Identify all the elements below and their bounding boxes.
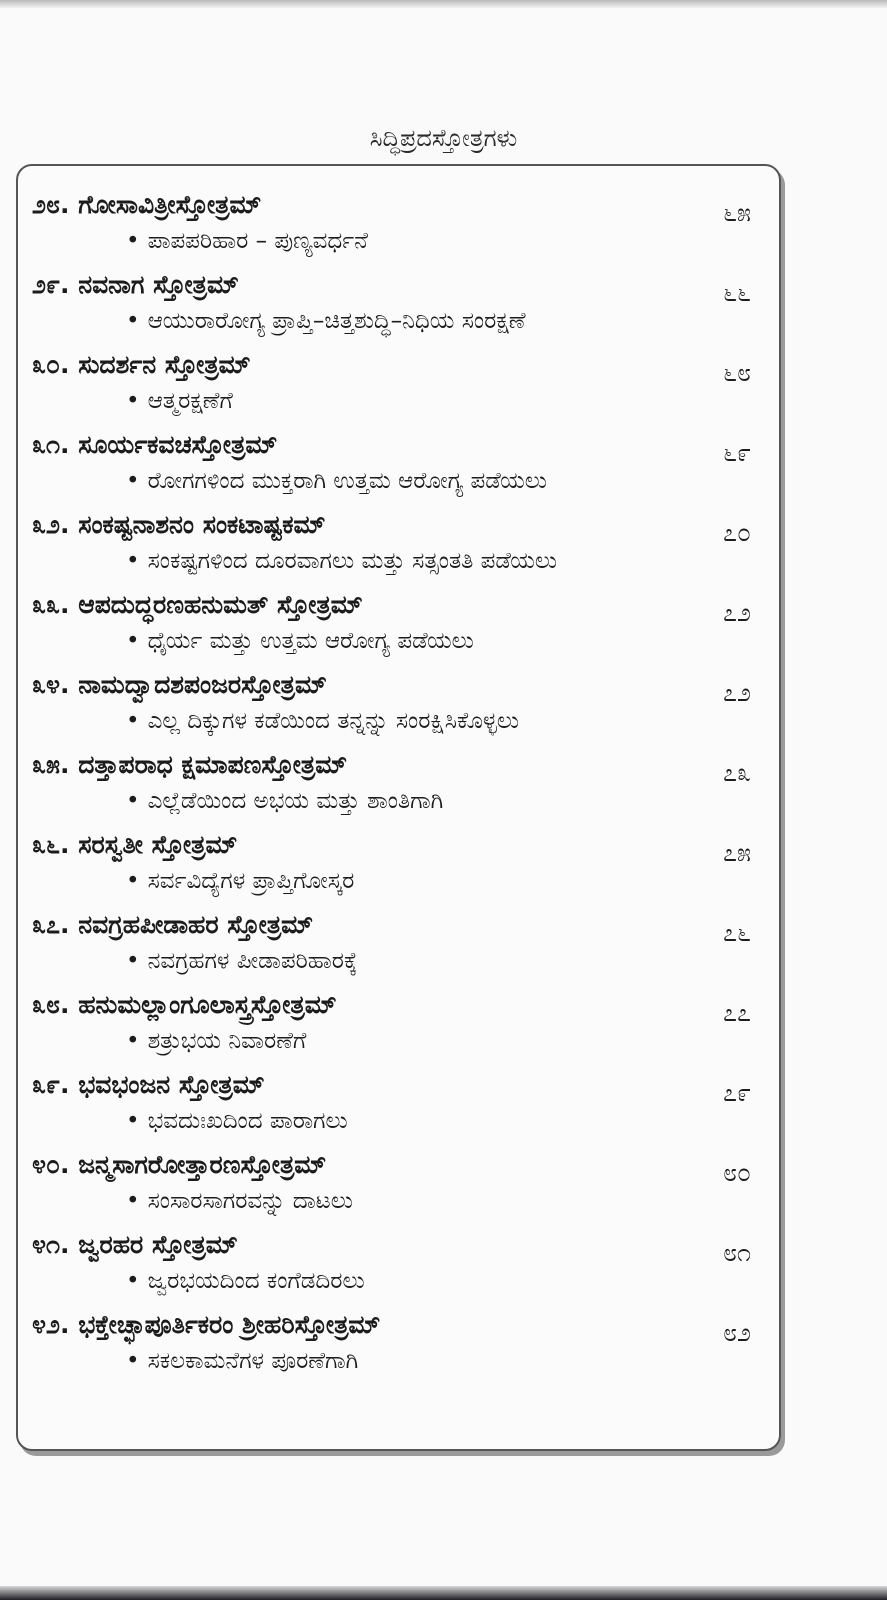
entry-page-number: ೬೬ (722, 278, 751, 307)
entry-description (126, 1348, 358, 1374)
entry-description (126, 388, 233, 414)
entry-description (126, 1188, 353, 1214)
entry-description (126, 548, 557, 574)
entry-title: ೩೦. ಸುದರ್ಶನ ಸ್ತೋತ್ರಮ್ (32, 350, 251, 379)
entry-description-text: ಜ್ವರಭಯದಿಂದ ಕಂಗೆಡದಿರಲು (147, 1268, 365, 1294)
toc-entry (18, 1062, 779, 1142)
toc-entry (18, 1142, 779, 1222)
entry-description-text: ಸಂಕಷ್ಟಗಳಿಂದ ದೂರವಾಗಲು ಮತ್ತು ಸತ್ಸಂತತಿ ಪಡೆಯಲು (147, 548, 558, 574)
entry-page-number: ೮೨ (722, 1318, 751, 1347)
entry-description-text: ಆಯುರಾರೋಗ್ಯ ಪ್ರಾಪ್ತಿ–ಚಿತ್ತಶುದ್ಧಿ–ನಿಧಿಯ ಸಂರಕ್ಷಣೆ (147, 308, 526, 334)
entry-title: ೨೯. ನವನಾಗ ಸ್ತೋತ್ರಮ್ (32, 270, 239, 299)
entry-description (126, 1028, 306, 1054)
bullet-icon: • (126, 308, 140, 334)
toc-entry (18, 582, 779, 662)
toc-entry (18, 902, 779, 982)
bullet-icon: • (126, 548, 140, 574)
entry-page-number: ೭೨ (722, 598, 751, 627)
entry-page-number: ೭೨ (722, 678, 751, 707)
toc-entry (18, 742, 779, 822)
bullet-icon: • (126, 1348, 140, 1374)
toc-entry (18, 182, 779, 262)
entry-description-text: ಸಂಸಾರಸಾಗರವನ್ನು ದಾಟಲು (147, 1188, 353, 1214)
entry-page-number: ೮೧ (722, 1238, 751, 1267)
entry-page-number: ೭೬ (722, 918, 751, 947)
entry-description-text: ಸರ್ವವಿದ್ಯೆಗಳ ಪ್ರಾಪ್ತಿಗೋಸ್ಕರ (147, 868, 355, 894)
entry-page-number: ೭೫ (722, 838, 751, 867)
entry-description (126, 228, 368, 254)
bullet-icon: • (126, 388, 140, 414)
entry-description-text: ಸಕಲಕಾಮನೆಗಳ ಪೂರಣೆಗಾಗಿ (147, 1348, 359, 1374)
entry-description (126, 868, 354, 894)
entry-title: ೪೨. ಭಕ್ತೇಚ್ಛಾಪೂರ್ತಿಕರಂ ಶ್ರೀಹರಿಸ್ತೋತ್ರಮ್ (32, 1310, 381, 1339)
entry-title: ೪೧. ಜ್ವರಹರ ಸ್ತೋತ್ರಮ್ (32, 1230, 238, 1259)
table-of-contents (16, 164, 781, 1451)
entry-page-number: ೬೯ (722, 438, 751, 467)
toc-entry (18, 662, 779, 742)
page-title: ಸಿದ್ಧಿಪ್ರದಸ್ತೋತ್ರಗಳು (369, 124, 518, 152)
bullet-icon: • (126, 468, 140, 494)
toc-entry (18, 262, 779, 342)
entry-description (126, 308, 526, 334)
bullet-icon: • (126, 868, 140, 894)
toc-entry (18, 502, 779, 582)
bullet-icon: • (126, 1268, 140, 1294)
entry-page-number: ೭೩ (722, 758, 751, 787)
entry-description-text: ಶತ್ರುಭಯ ನಿವಾರಣೆಗೆ (147, 1028, 307, 1054)
entry-description (126, 948, 357, 974)
entry-description-text: ನವಗ್ರಹಗಳ ಪೀಡಾಪರಿಹಾರಕ್ಕೆ (147, 948, 358, 974)
entry-description-text: ಭವದುಃಖದಿಂದ ಪಾರಾಗಲು (147, 1108, 348, 1134)
bullet-icon: • (126, 1188, 140, 1214)
entry-description (126, 628, 474, 654)
entry-title: ೩೪. ನಾಮದ್ವಾದಶಪಂಜರಸ್ತೋತ್ರಮ್ (32, 670, 327, 699)
entry-description-text: ರೋಗಗಳಿಂದ ಮುಕ್ತರಾಗಿ ಉತ್ತಮ ಆರೋಗ್ಯ ಪಡೆಯಲು (147, 468, 547, 494)
entry-page-number: ೭೯ (722, 1078, 751, 1107)
entry-title: ೩೬. ಸರಸ್ವತೀ ಸ್ತೋತ್ರಮ್ (32, 830, 238, 859)
entry-title: ೪೦. ಜನ್ಮಸಾಗರೋತ್ತಾರಣಸ್ತೋತ್ರಮ್ (32, 1150, 327, 1179)
toc-entry (18, 822, 779, 902)
entry-description-text: ಪಾಪಪರಿಹಾರ – ಪುಣ್ಯವರ್ಧನೆ (147, 228, 368, 254)
entry-description (126, 468, 547, 494)
entry-page-number: ೮೦ (722, 1158, 751, 1187)
bullet-icon: • (126, 1108, 140, 1134)
toc-entry (18, 1302, 779, 1382)
page-bottom-edge (0, 1586, 887, 1600)
bullet-icon: • (126, 948, 140, 974)
entry-description (126, 1108, 348, 1134)
entry-title: ೩೮. ಹನುಮಲ್ಲಾಂಗೂಲಾಸ್ತ್ರಸ್ತೋತ್ರಮ್ (32, 990, 337, 1019)
toc-entry (18, 342, 779, 422)
bullet-icon: • (126, 228, 140, 254)
page-top-edge (0, 0, 887, 8)
entry-description-text: ಧೈರ್ಯ ಮತ್ತು ಉತ್ತಮ ಆರೋಗ್ಯ ಪಡೆಯಲು (147, 628, 474, 654)
bullet-icon: • (126, 708, 140, 734)
entry-page-number: ೬೫ (722, 198, 751, 227)
entry-description-text: ಎಲ್ಲೆಡೆಯಿಂದ ಅಭಯ ಮತ್ತು ಶಾಂತಿಗಾಗಿ (147, 788, 444, 814)
entry-page-number: ೭೭ (722, 998, 751, 1027)
entry-description-text: ಎಲ್ಲ ದಿಕ್ಕುಗಳ ಕಡೆಯಿಂದ ತನ್ನನ್ನು ಸಂರಕ್ಷಿಸಿಕೊಳ್ಳಲು (147, 708, 520, 734)
bullet-icon: • (126, 1028, 140, 1054)
toc-entry (18, 982, 779, 1062)
entry-page-number: ೬೮ (722, 358, 751, 387)
entry-title: ೩೩. ಆಪದುದ್ಧರಣಹನುಮತ್ ಸ್ತೋತ್ರಮ್ (32, 590, 363, 619)
entry-page-number: ೭೦ (722, 518, 751, 547)
entry-description (126, 1268, 365, 1294)
bullet-icon: • (126, 788, 140, 814)
entry-title: ೨೮. ಗೋಸಾವಿತ್ರೀಸ್ತೋತ್ರಮ್ (32, 190, 262, 219)
entry-title: ೩೭. ನವಗ್ರಹಪೀಡಾಹರ ಸ್ತೋತ್ರಮ್ (32, 910, 314, 939)
entry-title: ೩೧. ಸೂರ್ಯಕವಚಸ್ತೋತ್ರಮ್ (32, 430, 278, 459)
entry-title: ೩೫. ದತ್ತಾಪರಾಧ ಕ್ಷಮಾಪಣಸ್ತೋತ್ರಮ್ (32, 750, 348, 779)
entry-description (126, 708, 519, 734)
toc-entry (18, 422, 779, 502)
bullet-icon: • (126, 628, 140, 654)
entry-description-text: ಆತ್ಮರಕ್ಷಣೆಗೆ (147, 388, 233, 414)
entry-title: ೩೯. ಭವಭಂಜನ ಸ್ತೋತ್ರಮ್ (32, 1070, 265, 1099)
toc-entry (18, 1222, 779, 1302)
entry-description (126, 788, 443, 814)
entry-title: ೩೨. ಸಂಕಷ್ಟನಾಶನಂ ಸಂಕಟಾಷ್ಟಕಮ್ (32, 510, 326, 539)
